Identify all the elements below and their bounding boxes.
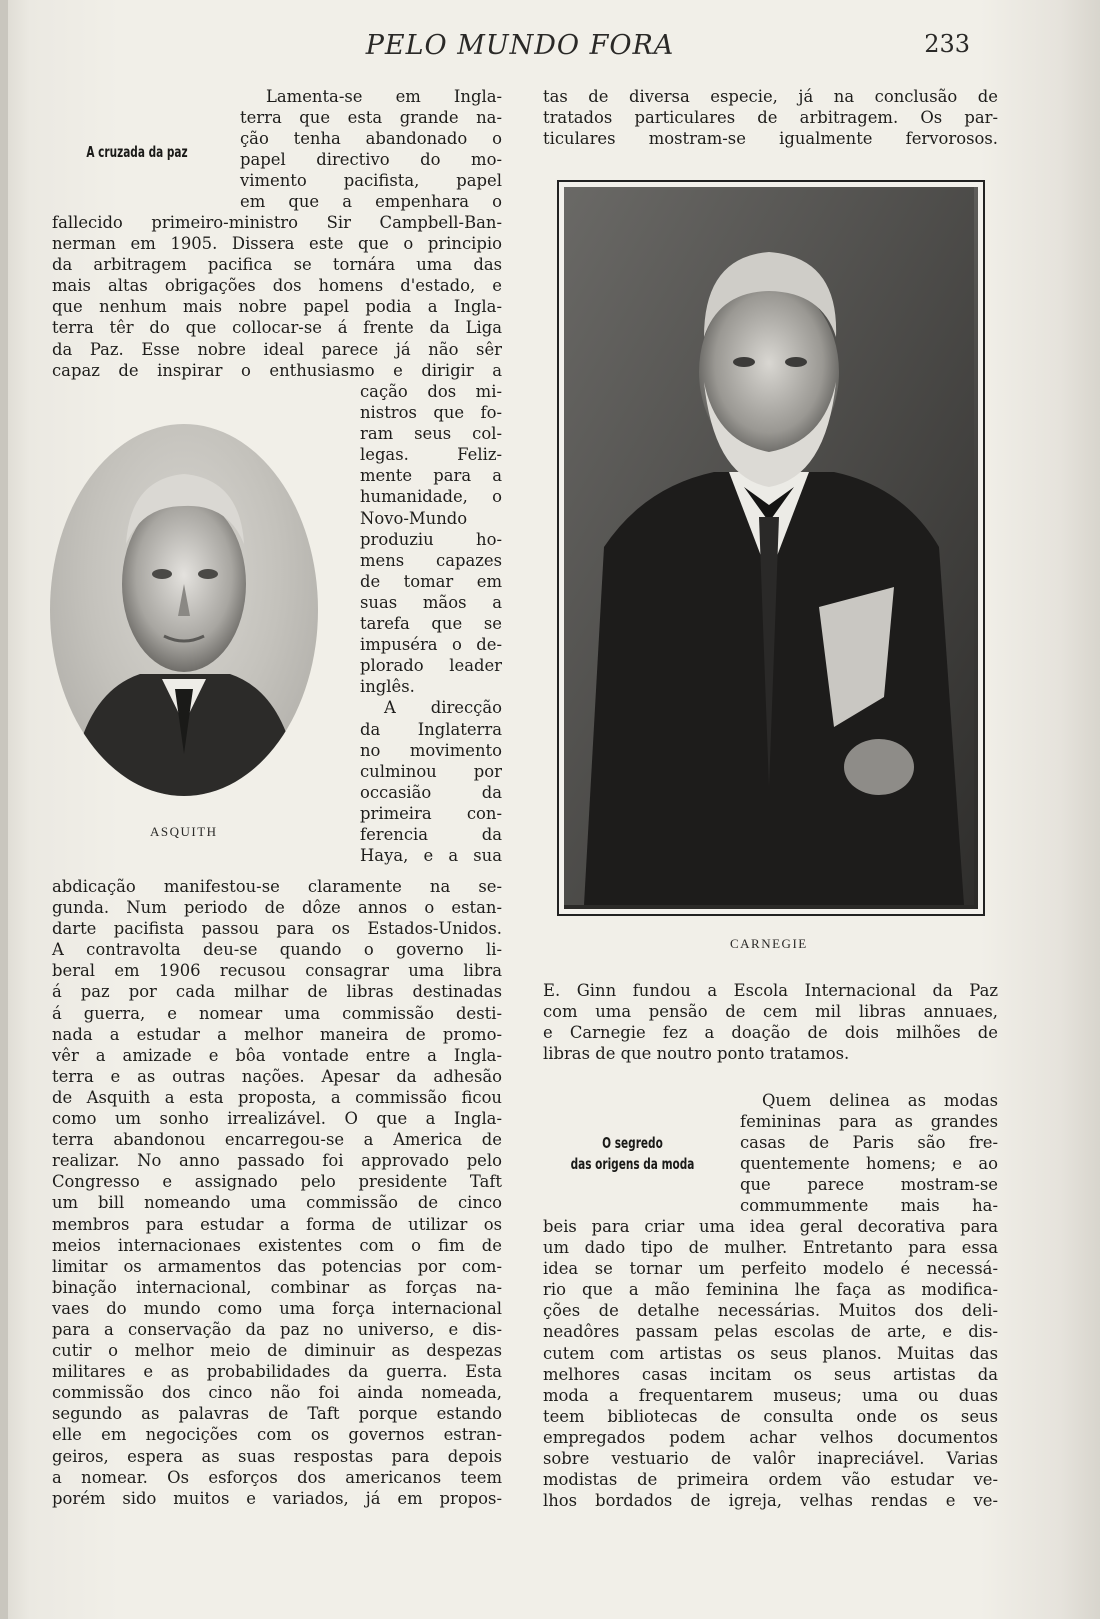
article1-intro: [240, 86, 502, 213]
text-line: primeira con-: [360, 803, 502, 823]
text-line: plorado leader: [360, 656, 502, 676]
text-line: da Paz. Esse nobre ideal parece já não sêr: [52, 339, 502, 359]
text-line: tarefa que se: [360, 614, 502, 634]
text-line: Lamenta-se em Ingla-: [266, 87, 502, 106]
binding-gutter: [0, 0, 8, 1619]
text-line: terra têr do que collocar-se á frente da Liga: [52, 318, 502, 338]
text-line: melhores casas incitam os seus artistas da: [543, 1364, 998, 1384]
text-line: terra que esta grande na-: [240, 108, 502, 128]
text-line: terra abandonou encarregou-se a America de: [52, 1130, 502, 1150]
text-line: moda a frequentarem museus; uma ou duas: [543, 1385, 998, 1405]
text-line: Haya, e a sua: [360, 846, 502, 866]
text-line: suas mãos a: [360, 592, 502, 612]
text-line: mente para a: [360, 466, 502, 486]
text-line: da arbitragem pacifica se tornára uma das: [52, 255, 502, 275]
text-line: Novo-Mundo: [360, 508, 468, 528]
text-line: idea se tornar um perfeito modelo é necessá-: [543, 1259, 998, 1279]
text-line: vimento pacifista, papel: [240, 171, 502, 191]
text-line: commissão dos cinco não foi ainda nomeada,: [52, 1383, 502, 1403]
text-line: femininas para as grandes: [740, 1112, 998, 1132]
text-line: que parece mostram-se: [740, 1175, 998, 1195]
text-line: membros para estudar a forma de utilizar os: [52, 1214, 502, 1234]
text-line: teem bibliotecas de consulta onde os seus: [543, 1406, 998, 1426]
text-line: darte pacifista passou para os Estados-Unidos.: [52, 919, 502, 939]
text-line: quentemente homens; e ao: [740, 1154, 998, 1174]
text-line: E. Ginn fundou a Escola Internacional da Paz: [543, 981, 998, 1000]
text-line: legas. Feliz-: [360, 445, 502, 465]
asquith-portrait-drawing: [50, 424, 318, 796]
article2-intro: [740, 1090, 998, 1217]
text-line: papel directivo do mo-: [240, 150, 502, 170]
text-line: modistas de primeira ordem vão estudar ve-: [543, 1470, 998, 1490]
article1-paragraph-3: [52, 876, 502, 1509]
text-line: segundo as palavras de Taft porque estando: [52, 1404, 502, 1424]
article1-paragraph-2: [360, 381, 502, 866]
heading-line: das origens da moda: [570, 1155, 695, 1173]
text-line: meios internacionaes existentes com o fim de: [52, 1235, 502, 1255]
article1-continuation-bottom: [543, 980, 998, 1064]
text-line: nistros que fo-: [360, 403, 502, 423]
text-line: rio que a mão feminina lhe faça as modifica-: [543, 1280, 998, 1300]
text-line: e Carnegie fez a doação de dois milhões de: [543, 1023, 998, 1043]
article-heading-cruzada: A cruzada da paz: [86, 143, 188, 161]
text-line: A direcção: [384, 698, 502, 718]
text-line: a nomear. Os esforços dos americanos teem: [52, 1467, 502, 1487]
text-line: de tomar em: [360, 571, 502, 591]
text-line: elle em negocições com os governos estran-: [52, 1425, 502, 1445]
text-line: ções de detalhe necessárias. Muitos dos deli-: [543, 1301, 998, 1321]
text-line: mens capazes: [360, 550, 502, 570]
text-line: vaes do mundo como uma força internacional: [52, 1298, 502, 1318]
text-line: fallecido primeiro-ministro Sir Campbell-Ban-: [52, 213, 502, 232]
article1-paragraph-1: [52, 212, 502, 381]
text-line: á paz por cada milhar de libras destinadas: [52, 982, 502, 1002]
text-line: gunda. Num periodo de dôze annos o estan-: [52, 898, 502, 918]
text-line: realizar. No anno passado foi approvado pelo: [52, 1151, 502, 1171]
text-line: A contravolta deu-se quando o governo li-: [52, 940, 502, 960]
text-line: commummente mais ha-: [740, 1196, 998, 1216]
text-line: lhos bordados de igreja, velhas rendas e ve-: [543, 1491, 998, 1511]
text-line: um bill nomeando uma commissão de cinco: [52, 1193, 502, 1213]
text-line: como um sonho irrealizável. O que a Ingla-: [52, 1109, 502, 1129]
caption-asquith: ASQUITH: [150, 824, 218, 839]
text-line: mais altas obrigações dos homens d'estado, e: [52, 276, 502, 296]
text-line: libras de que noutro ponto tratamos.: [543, 1044, 850, 1064]
article1-continuation-top: [543, 86, 998, 149]
text-line: geiros, espera as suas respostas para depois: [52, 1446, 502, 1466]
text-line: ção tenha abandonado o: [240, 129, 502, 149]
text-line: beis para criar uma idea geral decorativa para: [543, 1217, 998, 1236]
text-line: capaz de inspirar o enthusiasmo e dirigir a: [52, 360, 502, 380]
text-line: tas de diversa especie, já na conclusão de: [543, 87, 998, 106]
text-line: sobre vestuario de valôr inapreciável. Varias: [543, 1449, 998, 1469]
text-line: tratados particulares de arbitragem. Os par-: [543, 108, 998, 128]
text-line: com uma pensão de cem mil libras annuaes,: [543, 1002, 998, 1022]
text-line: limitar os armamentos das potencias por com-: [52, 1256, 502, 1276]
article-heading-segredo: [560, 1133, 704, 1175]
carnegie-portrait: [564, 187, 978, 909]
carnegie-portrait-frame: [557, 180, 985, 916]
text-line: ticulares mostram-se igualmente fervorosos.: [543, 129, 998, 149]
page-number: 233: [924, 30, 970, 58]
text-line: inglês.: [360, 677, 415, 697]
text-line: de Asquith a esta proposta, a commissão ficou: [52, 1087, 502, 1107]
text-line: culminou por: [360, 761, 502, 781]
text-line: nada a estudar a melhor maneira de promo-: [52, 1024, 502, 1044]
text-line: ram seus col-: [360, 424, 502, 444]
text-line: que nenhum mais nobre papel podia a Ingla-: [52, 297, 502, 317]
caption-carnegie: CARNEGIE: [730, 936, 808, 951]
text-line: neadôres passam pelas escolas de arte, e dis-: [543, 1322, 998, 1342]
text-line: abdicação manifestou-se claramente na se-: [52, 877, 502, 896]
text-line: binação internacional, combinar as forças na-: [52, 1277, 502, 1297]
text-line: vêr a amizade e bôa vontade entre a Ingla-: [52, 1045, 502, 1065]
text-line: nerman em 1905. Dissera este que o principio: [52, 234, 502, 254]
text-line: cutir o melhor meio de diminuir as despezas: [52, 1341, 502, 1361]
text-line: da Inglaterra: [360, 719, 502, 739]
text-line: no movimento: [360, 740, 502, 760]
text-line: ferencia da: [360, 824, 502, 844]
heading-line: O segredo: [602, 1134, 663, 1152]
asquith-portrait: [50, 424, 318, 796]
article2-body: [543, 1216, 998, 1511]
text-line: Quem delinea as modas: [762, 1091, 998, 1110]
carnegie-portrait-drawing: [564, 187, 974, 905]
text-line: beral em 1906 recusou consagrar uma libra: [52, 961, 502, 981]
text-line: para a conservação da paz no universo, e dis-: [52, 1319, 502, 1339]
text-line: empregados podem achar velhos documentos: [543, 1427, 998, 1447]
text-line: humanidade, o: [360, 487, 502, 507]
text-line: produziu ho-: [360, 529, 502, 549]
text-line: militares e as probabilidades da guerra. Esta: [52, 1362, 502, 1382]
running-header: PELO MUNDO FORA: [365, 30, 675, 61]
text-line: um dado tipo de mulher. Entretanto para essa: [543, 1238, 998, 1258]
text-line: impuséra o de-: [360, 635, 502, 655]
text-line: cação dos mi-: [360, 382, 502, 401]
text-line: Congresso e assignado pelo presidente Taft: [52, 1172, 502, 1192]
text-line: occasião da: [360, 782, 502, 802]
text-line: á guerra, e nomear uma commissão desti-: [52, 1003, 502, 1023]
text-line: cutem com artistas os seus planos. Muitas das: [543, 1343, 998, 1363]
text-line: casas de Paris são fre-: [740, 1133, 998, 1153]
text-line: porém sido muitos e variados, já em propos-: [52, 1488, 502, 1508]
text-line: terra e as outras nações. Apesar da adhesão: [52, 1066, 502, 1086]
text-line: em que a empenhara o: [240, 192, 502, 212]
